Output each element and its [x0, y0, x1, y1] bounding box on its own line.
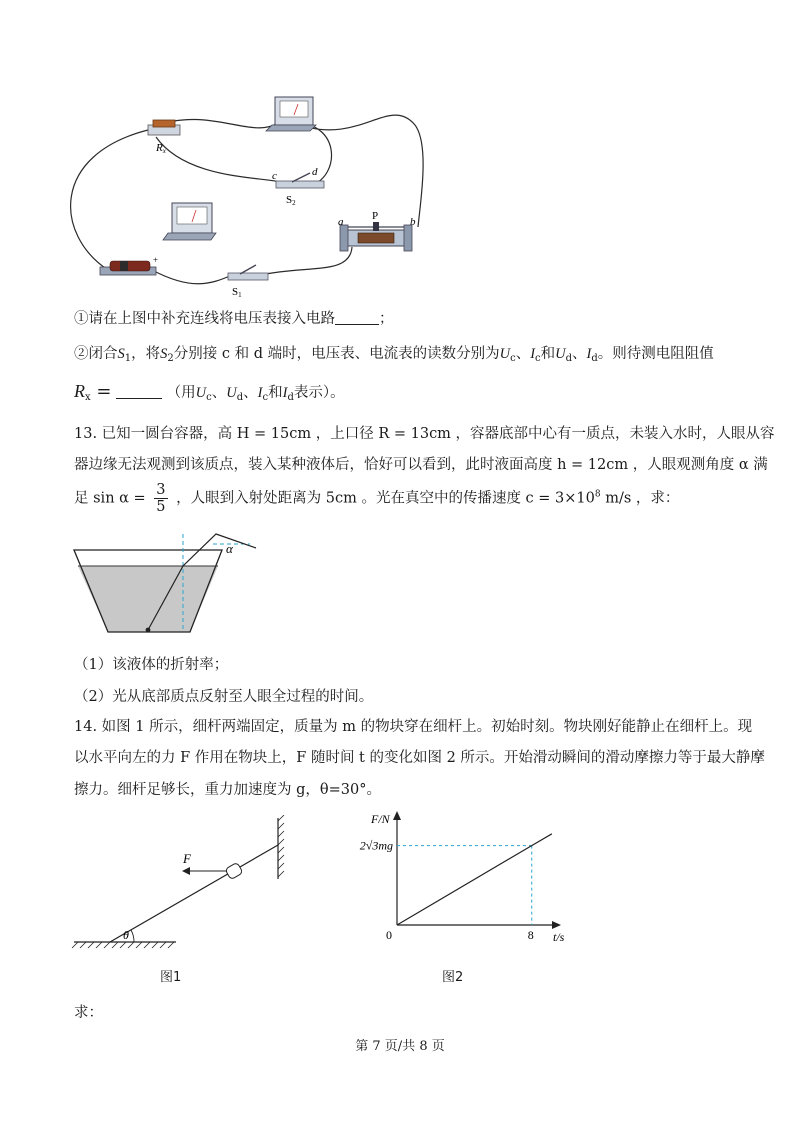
label-s2: S2 — [286, 194, 296, 207]
resistor-rx — [148, 120, 180, 135]
block — [225, 862, 243, 879]
q13-line3: 足 sin α = $\frac{3}{5}$ ，人眼到入射处距离为 5cm 。光在真空中的传播速度 $c = 3\times 10^8$ m/s ，求： — [74, 482, 680, 515]
fraction: $\frac{3}{5}$ — [156, 482, 166, 515]
q12-part1: ①请在上图中补充连线将电压表接入电路 ； — [74, 311, 394, 327]
series-line — [397, 834, 552, 925]
label-b: b — [410, 216, 416, 228]
theta-label: θ — [123, 928, 129, 942]
ammeter — [266, 97, 316, 131]
wire — [260, 247, 352, 275]
q14-ask: 求： — [74, 1005, 103, 1021]
answer-blank[interactable] — [116, 384, 162, 399]
q14-line1: 14. 如图 1 所示，细杆两端固定，质量为 m 的物块穿在细杆上。初始时刻。物块刚好能静止在细杆上。现 — [74, 719, 753, 735]
voltmeter — [163, 203, 216, 240]
q12-part2: ②闭合$S_1$，将$S_2$分别接 c 和 d 端时，电压表、电流表的读数分别为$U_c$、$I_c$和$U_d$、$I_d$。则待测电阻阻值 — [74, 346, 714, 364]
rheostat — [340, 222, 412, 251]
y-tick-label: 2√3mg — [359, 838, 393, 853]
figure1-incline — [68, 815, 308, 950]
y-axis-arrow — [393, 811, 401, 820]
force-label: F — [183, 851, 191, 866]
label-a: a — [338, 216, 344, 228]
origin-label: 0 — [386, 928, 392, 942]
wire — [300, 115, 423, 227]
x-axis-label: t/s — [553, 930, 565, 944]
q12-rx-formula: $R_x$ = （用$U_c$、$U_d$、$I_c$和$I_d$表示）。 — [74, 381, 345, 403]
q13-sub2: （2）光从底部质点反射至人眼全过程的时间。 — [74, 689, 374, 705]
figure2-chart — [345, 805, 585, 950]
label-c: c — [272, 170, 277, 182]
switch-s1 — [228, 265, 268, 280]
answer-blank[interactable] — [335, 310, 379, 325]
q14-line2: 以水平向左的力 F 作用在物块上，F 随时间 t 的变化如图 2 所示。开始滑动瞬间的滑动摩擦力等于最大静摩 — [74, 750, 765, 766]
y-axis-label: F/N — [371, 812, 390, 826]
x-axis-arrow — [552, 921, 561, 929]
wire — [71, 130, 148, 270]
x-tick-label: 8 — [527, 928, 534, 942]
label-rx: Rx — [156, 142, 166, 155]
q13-sub1: （1）该液体的折射率； — [74, 657, 229, 673]
circuit-diagram — [60, 85, 440, 300]
q13-line1: 13. 已知一圆台容器，高 H = 15cm ，上口径 R = 13cm ，容器底部中心有一质点，未装入水时，人眼从容 — [74, 426, 775, 442]
figure1-caption: 图1 — [160, 970, 182, 985]
figure2-caption: 图2 — [442, 970, 464, 985]
label-d: d — [312, 166, 318, 178]
alpha-label: α — [226, 541, 233, 556]
q13-line2: 器边缘无法观测到该质点，装入某种液体后，恰好可以看到，此时液面高度 h = 12cm ，人眼观测角度 α 满 — [74, 457, 768, 473]
page-footer: 第 7 页/共 8 页 — [355, 1039, 445, 1054]
q14-line3: 擦力。细杆足够长，重力加速度为 g，θ=30°。 — [74, 782, 381, 798]
wire — [156, 137, 286, 185]
label-plus: + — [153, 255, 159, 265]
battery — [100, 261, 156, 275]
label-s1: S1 — [232, 286, 242, 299]
container-figure — [68, 528, 268, 638]
label-p: P — [372, 210, 379, 222]
wire — [152, 270, 232, 284]
